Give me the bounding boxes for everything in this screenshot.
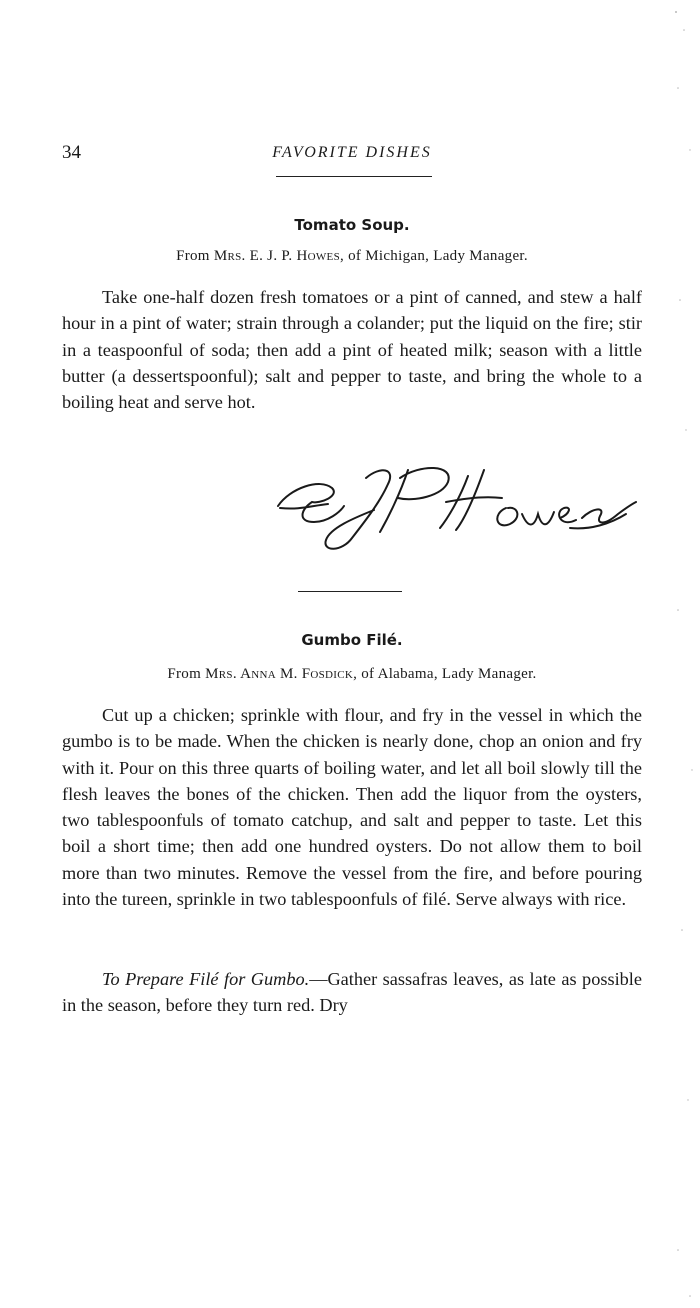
attribution-suffix: , of Michigan, Lady Manager. xyxy=(340,248,528,264)
recipe-attribution xyxy=(62,666,642,683)
recipe-subsection xyxy=(62,966,642,1019)
page-header xyxy=(62,142,642,168)
attribution-prefix: From xyxy=(176,248,214,264)
recipe-attribution xyxy=(62,248,642,265)
attribution-name: Mrs. E. J. P. Howes xyxy=(213,248,340,264)
recipe-title: Gumbo Filé. xyxy=(301,631,403,649)
page-number: 34 xyxy=(62,142,81,163)
subsection-heading: To Prepare Filé for Gumbo. xyxy=(102,969,310,989)
attribution-name: Mrs. Anna M. Fosdick xyxy=(205,666,354,682)
subsection-text: —Gather sassafras leaves, as late as possible in the season, before they turn red. Dry xyxy=(62,969,642,1016)
scan-noise xyxy=(670,0,700,1308)
attribution-suffix: , of Alabama, Lady Manager. xyxy=(353,666,537,682)
recipe-title: Tomato Soup. xyxy=(294,216,410,234)
attribution-prefix: From xyxy=(167,666,206,682)
recipe-paragraph: Cut up a chicken; sprinkle with flour, and fry in the vessel in which the gumbo is to be made. When the chicken is nearly done, chop an onion and fry with it. Pour on this three quarts of boiling water, and let all boil slowly till the flesh leaves the bones of the chicken. Then add the liquor from the oysters, two tablespoonfuls of tomato catchup, and salt and pepper to taste. Let this boil a short time; then add one hundred oysters. Do not allow them to boil more than two minutes. Remove the vessel from the fire, and before pouring into the tureen, sprinkle in two tablespoonfuls of filé. Serve always with rice. xyxy=(62,705,642,910)
recipe-paragraph: Take one-half dozen fresh tomatoes or a pint of canned, and stew a half hour in a pint of water; strain through a colander; put the liquid on the fire; stir in a teaspoonful of soda; then add a pint of heated milk; season with a little butter (a dessertspoonful); salt and pepper to taste, and bring the whole to a boiling heat and serve hot. xyxy=(62,287,642,413)
running-head: FAVORITE DISHES xyxy=(272,144,432,161)
header-rule xyxy=(276,176,432,177)
section-divider xyxy=(298,591,402,592)
handwritten-signature xyxy=(270,458,640,558)
